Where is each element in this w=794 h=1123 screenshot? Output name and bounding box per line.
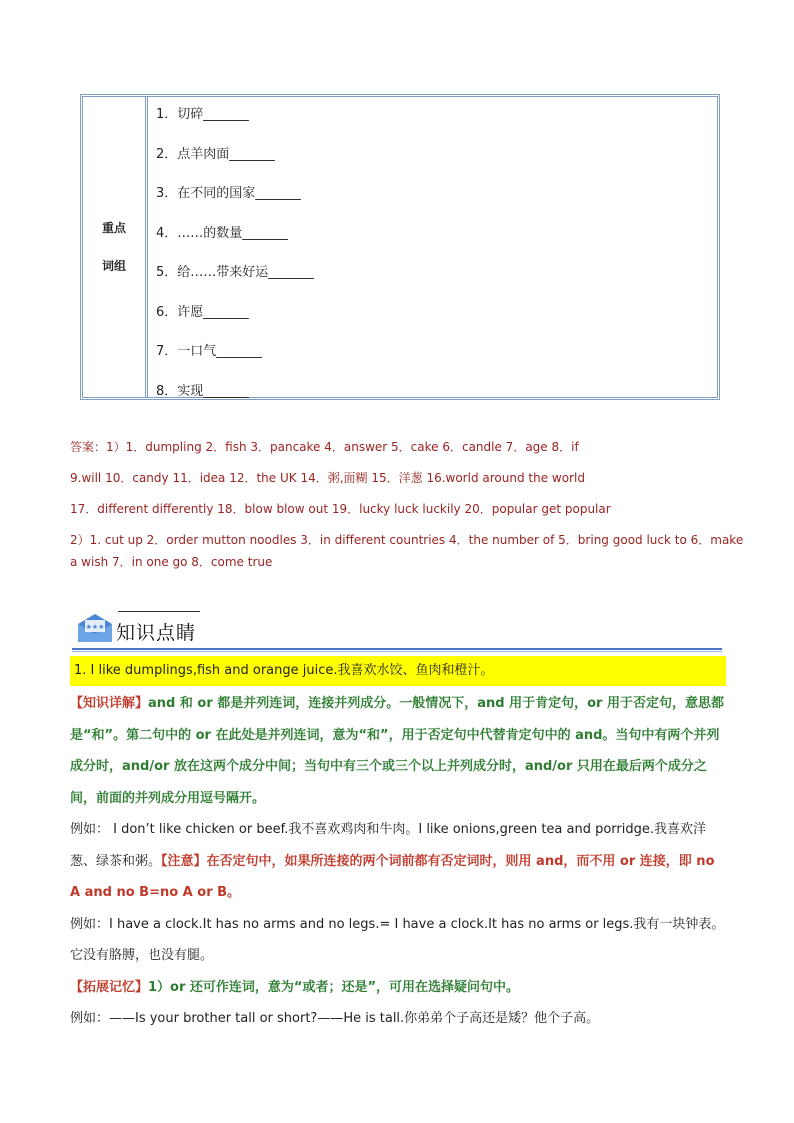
- vocab-item: 6．许愿_______: [156, 304, 249, 320]
- answer-line: 答案：1）1．dumpling 2．fish 3．pancake 4．answer 5．cake 6．candle 7．age 8．if: [70, 440, 579, 454]
- vocab-table: [80, 94, 720, 400]
- header-overline: [118, 611, 200, 612]
- answer-line: 2）1. cut up 2．order mutton noodles 3．in different countries 4．the number of 5．bring good luck to 6．make: [70, 533, 744, 547]
- answer-line: 17．different differently 18．blow blow out 19．lucky luck luckily 20．popular get popular: [70, 502, 611, 516]
- answer-block: [70, 437, 744, 583]
- vocab-item: 7．一口气_______: [156, 344, 262, 359]
- vocab-item: 4．……的数量_______: [156, 225, 288, 241]
- answer-line: 9.will 10．candy 11．idea 12．the UK 14．粥,面糊 15．洋葱 16.world around the world: [70, 471, 585, 485]
- vocab-item: 5．给……带来好运_______: [156, 265, 314, 280]
- vocab-items-cell: [148, 97, 717, 397]
- answer-line: a wish 7．in one go 8．come true: [70, 555, 273, 569]
- example-text: 例如： I don’t like chicken or beef.我不喜欢鸡肉和牛肉。I like onions,green tea and porridge.我喜欢洋葱、绿茶和粥。: [70, 822, 707, 869]
- example-paragraph: [70, 814, 726, 909]
- example-text-3: 例如：——Is your brother tall or short?——He is tall.你弟弟个子高还是矮？他个子高。: [70, 1011, 600, 1026]
- detail-tag: 【知识详解】: [70, 696, 149, 711]
- example-paragraph-3: [70, 1003, 726, 1035]
- vocab-label-line2: 词组: [101, 259, 126, 273]
- extend-text: 1）or 还可作连词，意为“或者；还是”，可用在选择疑问句中。: [148, 979, 520, 995]
- example-text-2: 例如：I have a clock.It has no arms and no legs.= I have a clock.It has no arms or legs.我有一块钟表。它没有胳膊，也没有腿。: [70, 916, 725, 963]
- section-title: 知识点睛: [116, 622, 197, 644]
- example-paragraph-2: [70, 909, 726, 972]
- extend-paragraph: [70, 972, 726, 1004]
- note-text: 在否定句中，如果所连接的两个词前都有否定词时，则用 and，而不用 or 连接，即 no A and no B=no A or B。: [70, 853, 715, 900]
- detail-text: and 和 or 都是并列连词，连接并列成分。一般情况下，and 用于肯定句，or 用于否定句，意思都是“和”。第二句中的 or 在此处是并列连词，意为“和”，用于否定句中代替肯定句中的 and。当句中有两个并列成分时，and/or 放在这两个成分中间；当句中有三个或三个以上并列成分时，and/or 只用在最后两个成分之间，前面的并列成分用逗号隔开。: [70, 696, 724, 806]
- knowledge-content: [70, 656, 726, 1035]
- vocab-item: 2．点羊肉面_______: [156, 146, 275, 162]
- vocab-item: 8．实现_______: [156, 383, 249, 399]
- vocab-item: 3．在不同的国家_______: [156, 186, 301, 201]
- vocab-label-line1: 重点: [101, 221, 126, 235]
- header-rule: [72, 648, 722, 650]
- vocab-label-cell: [83, 97, 148, 397]
- extend-tag: 【拓展记忆】: [70, 979, 149, 995]
- section-header: [72, 608, 722, 652]
- note-tag: 【注意】: [161, 853, 207, 869]
- svg-text:★★★: ★★★: [85, 623, 105, 631]
- key-sentence: 1. I like dumplings,fish and orange juice.我喜欢水饺、鱼肉和橙汁。: [70, 656, 726, 686]
- envelope-badge-icon: [76, 612, 114, 646]
- detail-paragraph: [70, 688, 726, 814]
- vocab-item: 1．切碎_______: [156, 107, 249, 122]
- header-rule-thin: [72, 651, 722, 652]
